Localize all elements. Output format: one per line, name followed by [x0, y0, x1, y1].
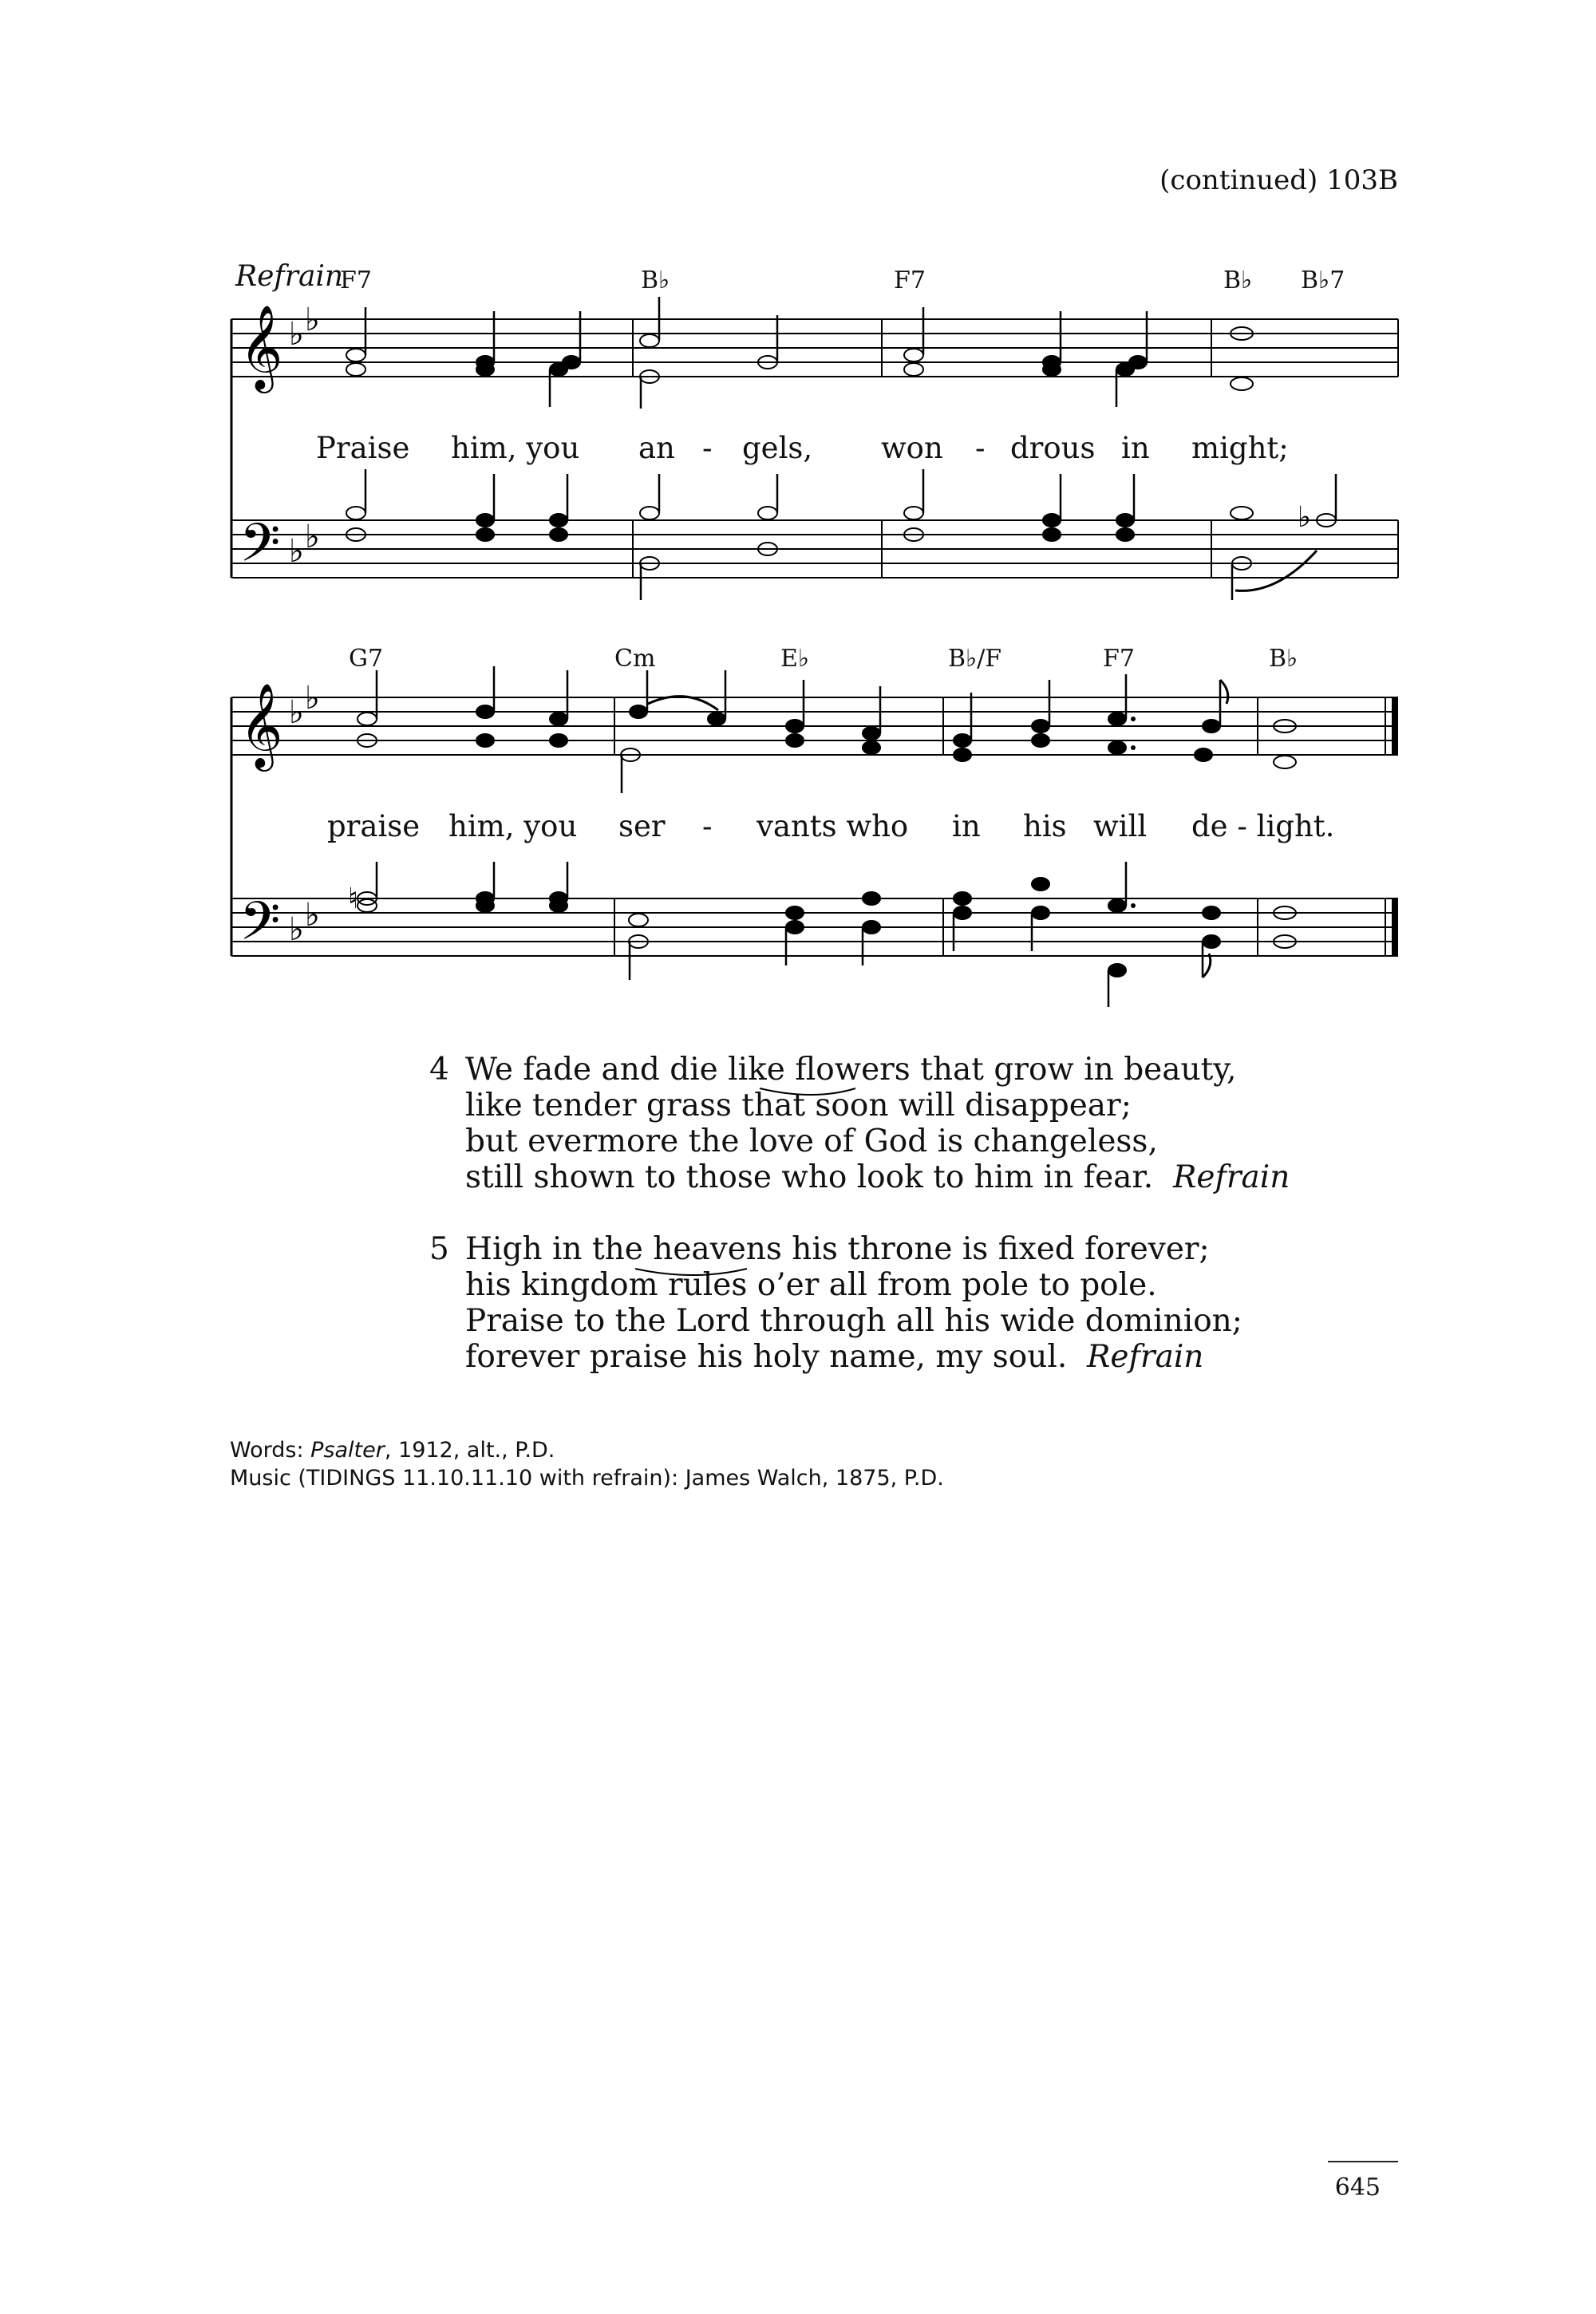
chord-symbol: B♭/F — [948, 645, 1002, 673]
verse-line: his kingdom rules o’er all from pole to pole. — [465, 1267, 1157, 1303]
chord-symbol: G7 — [349, 645, 384, 673]
lyric-syllable: might; — [1191, 431, 1289, 465]
lyric-syllable: won — [881, 431, 943, 465]
chord-symbol: B♭7 — [1301, 267, 1345, 294]
chord-symbol: Cm — [614, 645, 656, 673]
lyric-syllable: will — [1093, 809, 1148, 843]
lyric-syllable: Praise — [316, 431, 410, 465]
words-credit: Words: Psalter, 1912, alt., P.D. — [230, 1438, 555, 1463]
bass-clef-icon: 𝄢 — [239, 890, 281, 965]
music-credit: Music (TIDINGS 11.10.11.10 with refrain): James Walch, 1875, P.D. — [230, 1466, 944, 1491]
chord-symbol: B♭ — [1269, 645, 1298, 673]
svg-text:♭: ♭ — [305, 897, 320, 934]
lyric-syllable: drous — [1010, 431, 1096, 465]
chord-symbol: F7 — [340, 267, 372, 294]
treble-clef-icon: 𝄞 — [239, 682, 283, 768]
lyric-syllable: de - light. — [1191, 809, 1335, 843]
svg-text:♭: ♭ — [289, 533, 304, 570]
lyric-syllable: his — [1023, 809, 1067, 843]
chord-symbol: F7 — [894, 267, 926, 294]
chord-symbol: F7 — [1103, 645, 1135, 673]
treble-clef-icon: 𝄞 — [239, 304, 283, 389]
lyric-syllable: him, you — [448, 809, 578, 843]
refrain-cue: Refrain — [1173, 1159, 1290, 1195]
natural-accidental-icon: ♮ — [348, 883, 358, 915]
lyric-syllable: - — [702, 431, 713, 465]
chord-symbol: B♭ — [1223, 267, 1253, 294]
svg-text:♭: ♭ — [289, 694, 304, 731]
svg-text:♭: ♭ — [289, 316, 304, 353]
lyric-syllable: an — [638, 431, 675, 465]
lyric-syllable: in — [1121, 431, 1150, 465]
verse-line: High in the heavens his throne is fixed forever; — [465, 1231, 1210, 1267]
lyric-syllable: ser — [618, 809, 666, 843]
verse-line: Praise to the Lord through all his wide dominion; — [465, 1303, 1242, 1339]
svg-text:♭: ♭ — [289, 911, 304, 948]
lyric-syllable: - — [975, 431, 986, 465]
page-header: (continued) 103B — [1159, 164, 1398, 196]
lyric-syllable: - — [702, 809, 713, 843]
svg-text:♭: ♭ — [305, 302, 320, 338]
refrain-cue: Refrain — [1087, 1339, 1204, 1375]
chord-symbol: E♭ — [780, 645, 810, 673]
page-number: 645 — [1334, 2174, 1381, 2201]
verse-number: 5 — [429, 1231, 449, 1267]
chord-symbol: B♭ — [641, 267, 670, 294]
bass-clef-icon: 𝄢 — [239, 512, 281, 586]
lyric-syllable: praise — [327, 809, 421, 843]
lyric-syllable: vants who — [757, 809, 909, 843]
verse-number: 4 — [429, 1052, 449, 1088]
verse-line: forever praise his holy name, my soul. Refrain — [465, 1339, 1204, 1375]
refrain-label: Refrain — [235, 260, 344, 293]
verse-line: like tender grass that soon will disappear; — [465, 1088, 1132, 1123]
lyric-syllable: him, you — [451, 431, 580, 465]
flat-accidental-icon: ♭ — [1298, 501, 1311, 534]
credits — [230, 1436, 944, 1492]
svg-text:♭: ♭ — [305, 680, 320, 717]
verse-line: still shown to those who look to him in fear. Refrain — [465, 1159, 1290, 1195]
verse-line: but evermore the love of God is changeless, — [465, 1123, 1158, 1159]
verse-line: We fade and die like flowers that grow in beauty, — [465, 1052, 1237, 1088]
page-number-rule — [1328, 2161, 1398, 2162]
svg-text:♭: ♭ — [305, 519, 320, 555]
lyric-syllable: in — [952, 809, 981, 843]
lyric-syllable: gels, — [742, 431, 813, 465]
